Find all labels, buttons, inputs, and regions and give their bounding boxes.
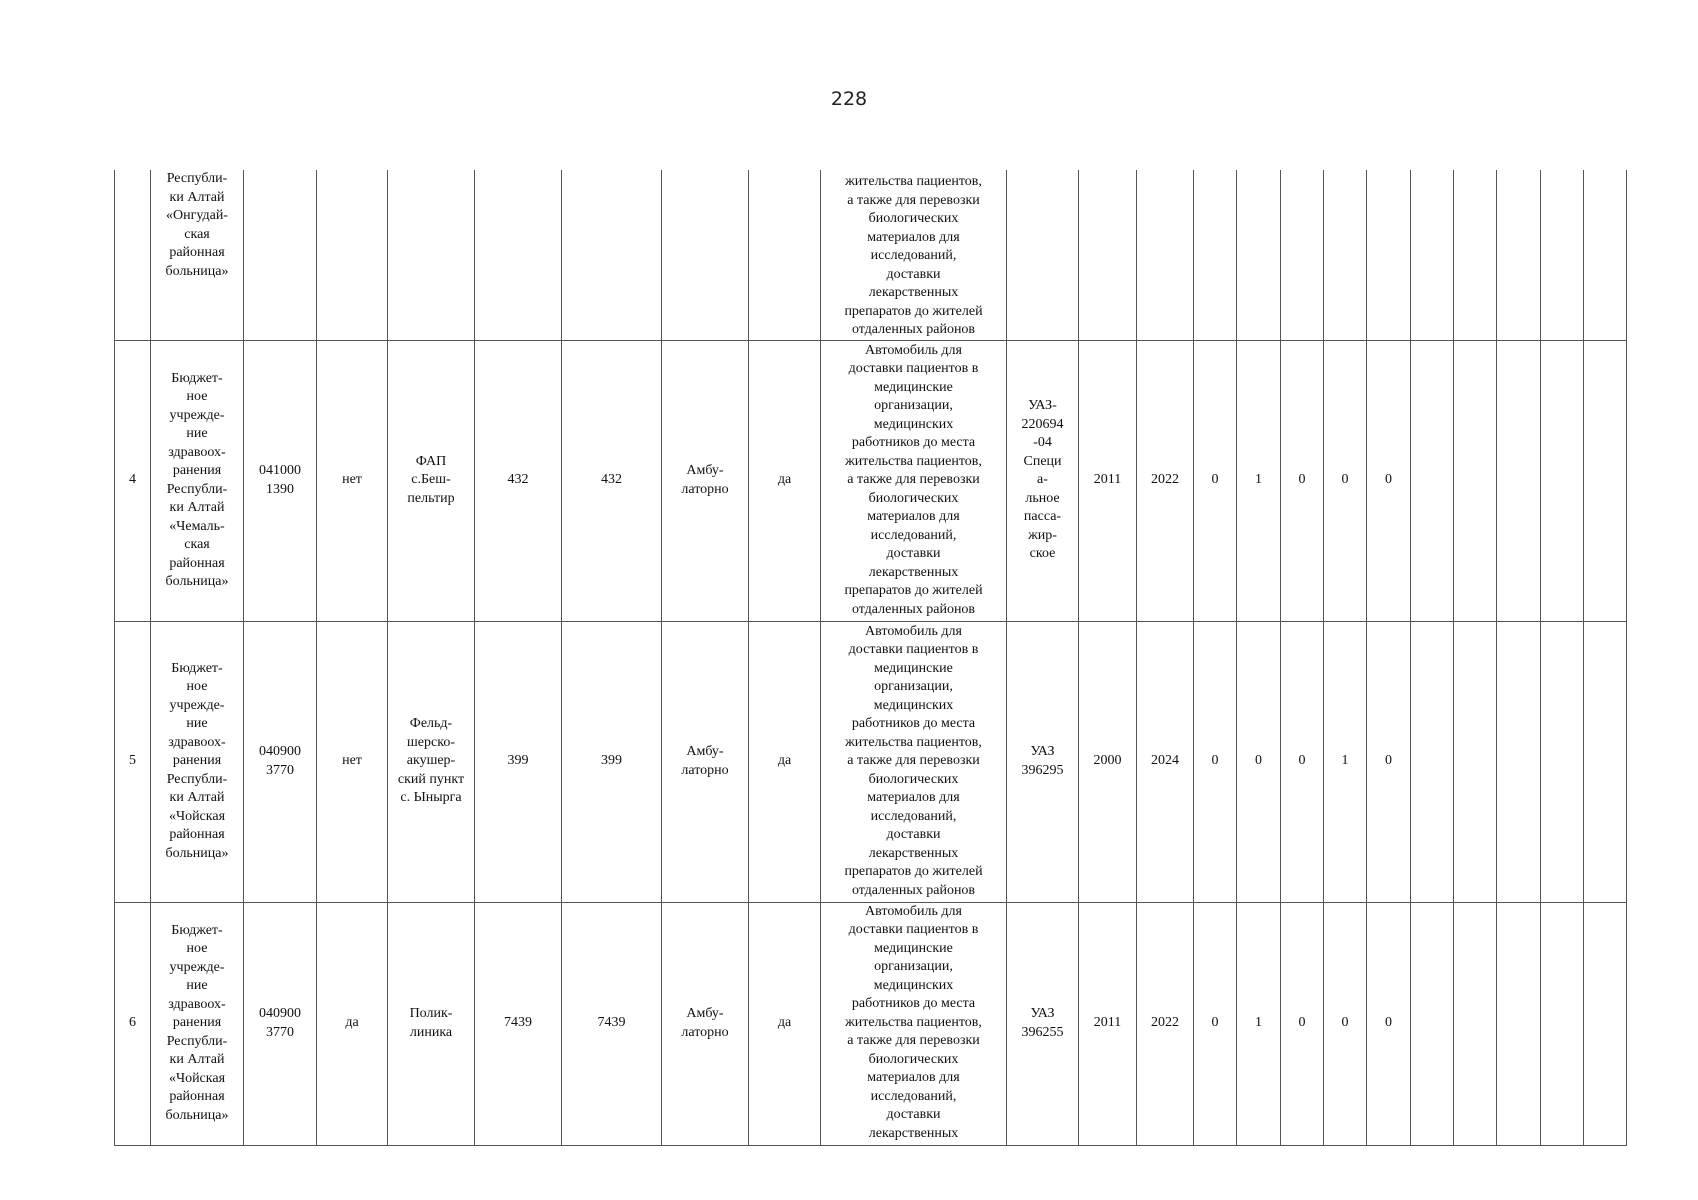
care-mode-cell: Амбу- латорно bbox=[662, 340, 749, 621]
care-mode-cell: Амбу- латорно bbox=[662, 902, 749, 1145]
table-row bbox=[115, 621, 1627, 902]
count-cell-3 bbox=[1281, 170, 1324, 340]
flag-cell: нет bbox=[317, 340, 388, 621]
organization-cell: Бюджет- ное учрежде- ние здравоох- ранения Республи- ки Алтай «Чемаль- ская районная больница» bbox=[151, 340, 244, 621]
empty-cell bbox=[1584, 340, 1627, 621]
vehicle-cell: УАЗ 396295 bbox=[1007, 621, 1079, 902]
empty-cell bbox=[1541, 170, 1584, 340]
purpose-cell: Автомобиль для доставки пациентов в медицинские организации, медицинских работников до места жительства пациентов, а также для перевозки биологических материалов для исследований, доставки лекарственных препаратов до жителей отдаленных районов bbox=[821, 621, 1007, 902]
facility-cell: ФАП с.Беш- пельтир bbox=[388, 340, 475, 621]
value-cell-2: 7439 bbox=[562, 902, 662, 1145]
facility-cell: Фельд- шерско- акушер- ский пункт с. Ынырга bbox=[388, 621, 475, 902]
organization-cell: Бюджет- ное учрежде- ние здравоох- ранения Республи- ки Алтай «Чойская районная больница» bbox=[151, 902, 244, 1145]
organization-cell: Бюджет- ное учрежде- ние здравоох- ранения Республи- ки Алтай «Чойская районная больница» bbox=[151, 621, 244, 902]
value-cell-1: 399 bbox=[475, 621, 562, 902]
count-cell-5 bbox=[1367, 170, 1411, 340]
code-cell: 040900 3770 bbox=[244, 902, 317, 1145]
count-cell-1: 0 bbox=[1194, 340, 1237, 621]
flag-cell: да bbox=[317, 902, 388, 1145]
vehicle-cell: УАЗ- 220694 -04 Специ а- льное пасса- жир- ское bbox=[1007, 340, 1079, 621]
empty-cell bbox=[1454, 340, 1497, 621]
year-cell-1 bbox=[1079, 170, 1137, 340]
empty-cell bbox=[1411, 340, 1454, 621]
care-mode-cell: Амбу- латорно bbox=[662, 621, 749, 902]
code-cell bbox=[244, 170, 317, 340]
yes-cell: да bbox=[749, 902, 821, 1145]
value-cell-1: 432 bbox=[475, 340, 562, 621]
year-cell-2 bbox=[1137, 170, 1194, 340]
purpose-cell: Автомобиль для доставки пациентов в медицинские организации, медицинских работников до места жительства пациентов, а также для перевозки биологических материалов для исследований, доставки лекарственных препаратов до жителей отдаленных районов bbox=[821, 340, 1007, 621]
facility-cell bbox=[388, 170, 475, 340]
empty-cell bbox=[1454, 902, 1497, 1145]
organization-cell: Республи- ки Алтай «Онгудай- ская районная больница» bbox=[151, 170, 244, 340]
empty-cell bbox=[1584, 902, 1627, 1145]
year-cell-1: 2011 bbox=[1079, 340, 1137, 621]
count-cell-5: 0 bbox=[1367, 340, 1411, 621]
flag-cell bbox=[317, 170, 388, 340]
care-mode-cell bbox=[662, 170, 749, 340]
facility-cell: Полик- линика bbox=[388, 902, 475, 1145]
value-cell-2: 432 bbox=[562, 340, 662, 621]
count-cell-1: 0 bbox=[1194, 902, 1237, 1145]
year-cell-2: 2024 bbox=[1137, 621, 1194, 902]
value-cell-2 bbox=[562, 170, 662, 340]
row-number-cell bbox=[115, 170, 151, 340]
code-cell: 040900 3770 bbox=[244, 621, 317, 902]
purpose-cell: жительства пациентов, а также для перевозки биологических материалов для исследований, доставки лекарственных препаратов до жителей отдаленных районов bbox=[821, 170, 1007, 340]
yes-cell: да bbox=[749, 340, 821, 621]
vehicle-cell: УАЗ 396255 bbox=[1007, 902, 1079, 1145]
empty-cell bbox=[1454, 170, 1497, 340]
table-row bbox=[115, 170, 1627, 340]
empty-cell bbox=[1411, 621, 1454, 902]
empty-cell bbox=[1497, 621, 1541, 902]
vehicle-table bbox=[114, 170, 1627, 1146]
empty-cell bbox=[1541, 340, 1584, 621]
flag-cell: нет bbox=[317, 621, 388, 902]
year-cell-1: 2011 bbox=[1079, 902, 1137, 1145]
table-row bbox=[115, 902, 1627, 1145]
year-cell-1: 2000 bbox=[1079, 621, 1137, 902]
count-cell-1: 0 bbox=[1194, 621, 1237, 902]
year-cell-2: 2022 bbox=[1137, 902, 1194, 1145]
count-cell-3: 0 bbox=[1281, 902, 1324, 1145]
count-cell-2 bbox=[1237, 170, 1281, 340]
code-cell: 041000 1390 bbox=[244, 340, 317, 621]
count-cell-2: 0 bbox=[1237, 621, 1281, 902]
count-cell-2: 1 bbox=[1237, 902, 1281, 1145]
empty-cell bbox=[1497, 340, 1541, 621]
count-cell-4: 0 bbox=[1324, 340, 1367, 621]
page-number: 228 bbox=[830, 88, 868, 110]
row-number-cell: 5 bbox=[115, 621, 151, 902]
count-cell-3: 0 bbox=[1281, 621, 1324, 902]
table-row bbox=[115, 340, 1627, 621]
yes-cell bbox=[749, 170, 821, 340]
count-cell-5: 0 bbox=[1367, 621, 1411, 902]
count-cell-4: 0 bbox=[1324, 902, 1367, 1145]
count-cell-1 bbox=[1194, 170, 1237, 340]
empty-cell bbox=[1411, 902, 1454, 1145]
value-cell-2: 399 bbox=[562, 621, 662, 902]
count-cell-2: 1 bbox=[1237, 340, 1281, 621]
row-number-cell: 6 bbox=[115, 902, 151, 1145]
value-cell-1 bbox=[475, 170, 562, 340]
empty-cell bbox=[1584, 621, 1627, 902]
empty-cell bbox=[1541, 902, 1584, 1145]
count-cell-4: 1 bbox=[1324, 621, 1367, 902]
purpose-cell: Автомобиль для доставки пациентов в медицинские организации, медицинских работников до места жительства пациентов, а также для перевозки биологических материалов для исследований, доставки лекарственных bbox=[821, 902, 1007, 1145]
empty-cell bbox=[1497, 170, 1541, 340]
count-cell-4 bbox=[1324, 170, 1367, 340]
empty-cell bbox=[1497, 902, 1541, 1145]
count-cell-3: 0 bbox=[1281, 340, 1324, 621]
empty-cell bbox=[1454, 621, 1497, 902]
yes-cell: да bbox=[749, 621, 821, 902]
vehicle-cell bbox=[1007, 170, 1079, 340]
year-cell-2: 2022 bbox=[1137, 340, 1194, 621]
count-cell-5: 0 bbox=[1367, 902, 1411, 1145]
empty-cell bbox=[1541, 621, 1584, 902]
empty-cell bbox=[1584, 170, 1627, 340]
row-number-cell: 4 bbox=[115, 340, 151, 621]
value-cell-1: 7439 bbox=[475, 902, 562, 1145]
empty-cell bbox=[1411, 170, 1454, 340]
